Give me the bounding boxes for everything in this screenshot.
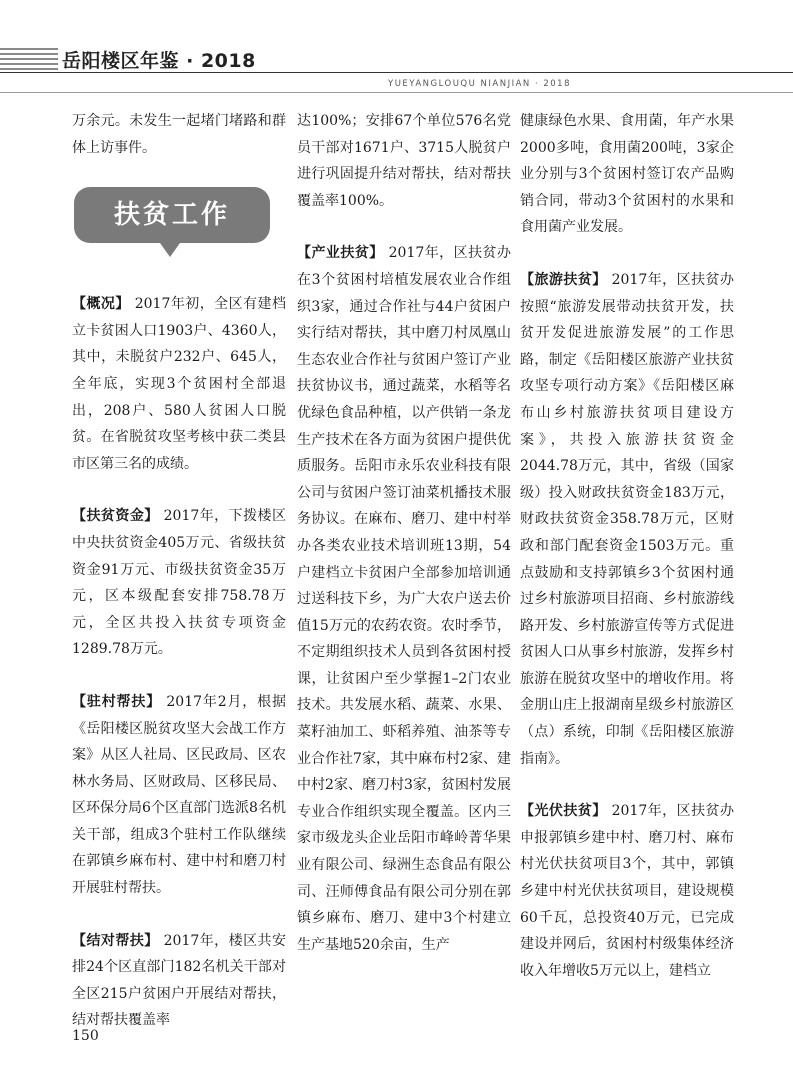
column-2	[297, 108, 511, 984]
header-stripes	[0, 48, 58, 73]
funds-paragraph	[72, 503, 286, 663]
section-banner-label: 扶贫工作	[113, 199, 230, 230]
village-text: 2017年2月，根据《岳阳楼区脱贫攻坚大会战工作方案》从区人社局、区民政局、区农林水务局、区财政局、区移民局、区环保分局6个区直部门选派8名机关干部，组成3个驻村工作队继续在郭镇乡麻布村、建中村和磨刀村开展驻村帮扶。	[72, 693, 286, 897]
solar-paragraph	[520, 798, 734, 984]
funds-heading: 【扶贫资金】	[72, 508, 159, 525]
pair-paragraph	[72, 928, 286, 1034]
header-subtitle: YUEYANGLOUQU NIANJIAN · 2018	[388, 79, 571, 89]
solar-heading: 【光伏扶贫】	[520, 803, 607, 820]
tourism-text: 2017年，区扶贫办按照“旅游发展带动扶贫开发，扶贫开发促进旅游发展”的工作思路，制定《岳阳楼区旅游产业扶贫攻坚专项行动方案》《岳阳楼区麻布山乡村旅游扶贫项目建设方案》，共投入旅游扶贫资金2044.78万元，其中，省级（国家级）投入财政扶贫资金183万元，财政扶贫资金358.78万元，区财政和部门配套资金1503万元。重点鼓励和支持郭镇乡3个贫困村通过乡村旅游项目招商、乡村旅游线路开发、乡村旅游宣传等方式促进贫困人口从事乡村旅游，发挥乡村旅游在脱贫攻坚中的增收作用。将金朋山庄上报湖南星级乡村旅游区（点）系统，印制《岳阳楼区旅游指南》。	[520, 271, 734, 767]
overview-text: 2017年初，全区有建档立卡贫困人口1903户、4360人，其中，未脱贫户232户、645人，全年底，实现3个贫困村全部退出，208户、580人贫困人口脱贫。在省脱贫攻坚考核中获二类县市区第三名的成绩。	[72, 296, 286, 472]
industry-heading: 【产业扶贫】	[297, 245, 384, 262]
section-banner-wrap	[72, 187, 286, 283]
industry-text: 2017年，区扶贫办在3个贫困村培植发展农业合作组织3家，通过合作社与44户贫困户实行结对帮扶，其中磨刀村凤凰山生态农业合作社与贫困户签订产业扶贫协议书，通过蔬菜，水稻等名优绿色食品种植，以产供销一条龙生产技术在各方面为贫困户提供优质服务。岳阳市永乐农业科技有限公司与贫困户签订油菜机播技术服务协议。在麻布、磨刀、建中村举办各类农业技术培训班13期，54户建档立卡贫困户全部参加培训通过送科技下乡，为广大农户送去价值15万元的农药农资。农时季节，不定期组织技术人员到各贫困村授课，让贫困户至少掌握1–2门农业技术。共发展水稻、蔬菜、水果、菜籽油加工、虾稻养殖、油茶等专业合作社7家，其中麻布村2家、建中村2家、磨刀村3家，贫困村发展专业合作组织实现全覆盖。区内三家市级龙头企业岳阳市峰岭菁华果业有限公司、绿洲生态食品有限公司、汪师傅食品有限公司分别在郭镇乡麻布、磨刀、建中3个村建立生产基地520余亩，生产	[297, 245, 511, 953]
tourism-paragraph	[520, 267, 734, 772]
banner-tail	[160, 243, 180, 257]
section-banner	[74, 187, 270, 243]
header-title: 岳阳楼区年鉴 · 2018	[62, 50, 256, 72]
industry-paragraph	[297, 240, 511, 958]
tourism-heading: 【旅游扶贫】	[520, 271, 607, 288]
funds-text: 2017年，下拨楼区中央扶贫资金405万元、省级扶贫资金91万元、市级扶贫资金35万元，区本级配套安排758.78万元，全区共投入扶贫专项资金1289.78万元。	[72, 508, 286, 658]
village-heading: 【驻村帮扶】	[72, 693, 162, 710]
intro-paragraph: 万余元。未发生一起堵门堵路和群体上访事件。	[72, 113, 286, 156]
pair-text: 2017年，楼区共安排24个区直部门182名机关干部对全区215户贫困户开展结对帮扶，结对帮扶覆盖率	[72, 932, 286, 1029]
page-header	[0, 0, 793, 90]
solar-text: 2017年，区扶贫办申报郭镇乡建中村、磨刀村、麻布村光伏扶贫项目3个，其中，郭镇乡建中村光伏扶贫项目，建设规模60千瓦，总投资40万元，已完成建设并网后，贫困村村级集体经济收入年增收5万元以上，建档立	[520, 803, 734, 979]
column-1	[72, 108, 286, 1060]
overview-paragraph	[72, 291, 286, 477]
overview-heading: 【概况】	[72, 296, 130, 313]
pair-continued: 达100%；安排67个单位576名党员干部对1671户、3715人脱贫户进行巩固提升结对帮扶，结对帮扶覆盖率100%。	[297, 113, 511, 209]
header-rule-bottom	[0, 92, 793, 93]
page-number: 150	[72, 1028, 99, 1044]
header-rule	[0, 72, 793, 73]
column-3	[520, 108, 734, 1010]
pair-heading: 【结对帮扶】	[72, 932, 159, 949]
industry-continued: 健康绿色水果、食用菌，年产水果2000多吨，食用菌200吨，3家企业分别与3个贫困村签订农产品购销合同，带动3个贫困村的水果和食用菌产业发展。	[520, 113, 734, 236]
village-paragraph	[72, 689, 286, 902]
